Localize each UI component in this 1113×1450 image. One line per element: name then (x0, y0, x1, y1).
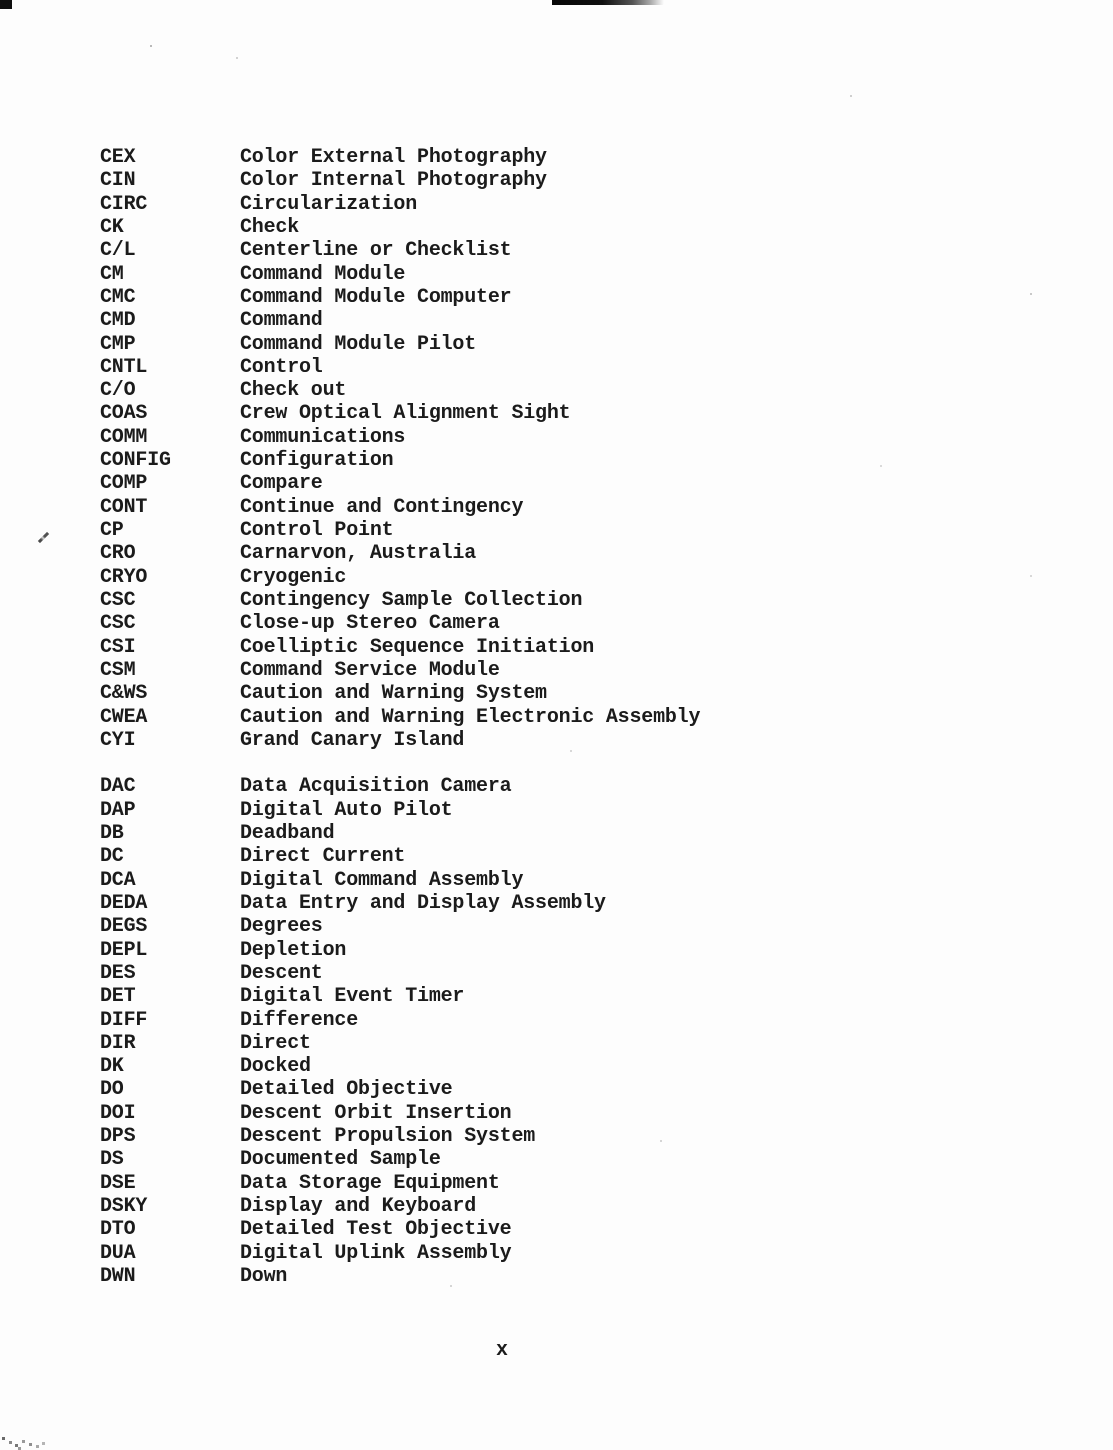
definition: Caution and Warning Electronic Assembly (240, 705, 701, 729)
glossary-row (100, 939, 700, 962)
glossary-row (100, 1265, 700, 1288)
scan-bottom-noise (2, 1437, 5, 1440)
definition: Carnarvon, Australia (240, 542, 477, 566)
definition: Continue and Contingency (240, 495, 524, 519)
abbreviation: DIFF (100, 1008, 148, 1032)
abbreviation: C/O (100, 379, 136, 403)
abbreviation: DCA (100, 868, 136, 892)
glossary-section-D (100, 775, 700, 1288)
definition: Cryogenic (240, 565, 347, 589)
glossary-row (100, 402, 700, 425)
glossary-row (100, 682, 700, 705)
glossary-row (100, 496, 700, 519)
definition: Check (240, 215, 300, 239)
glossary-row (100, 239, 700, 262)
definition: Direct (240, 1031, 311, 1055)
page-number: x (495, 1339, 508, 1362)
glossary-row (100, 449, 700, 472)
glossary-row (100, 1009, 700, 1032)
abbreviation: DEGS (100, 915, 148, 939)
abbreviation: COMP (100, 472, 148, 496)
abbreviation: DPS (100, 1125, 136, 1149)
glossary-row (100, 146, 700, 169)
glossary-row (100, 519, 700, 542)
glossary-row (100, 193, 700, 216)
definition: Command Module Computer (240, 285, 512, 309)
glossary-row (100, 566, 700, 589)
definition: Coelliptic Sequence Initiation (240, 635, 595, 659)
definition: Depletion (240, 938, 347, 962)
abbreviation: CIRC (100, 192, 148, 216)
glossary-row (100, 985, 700, 1008)
abbreviation: CRO (100, 542, 136, 566)
abbreviation: DTO (100, 1218, 136, 1242)
definition: Compare (240, 472, 323, 496)
definition: Data Acquisition Camera (240, 775, 512, 799)
abbreviation: CEX (100, 146, 136, 169)
abbreviation: CYI (100, 728, 136, 752)
glossary-row (100, 216, 700, 239)
abbreviation: DES (100, 961, 136, 985)
glossary-row (100, 799, 700, 822)
abbreviation: CMD (100, 309, 136, 333)
definition: Caution and Warning System (240, 682, 547, 706)
abbreviation: COAS (100, 402, 148, 426)
definition: Crew Optical Alignment Sight (240, 402, 571, 426)
glossary-row (100, 869, 700, 892)
glossary-row (100, 263, 700, 286)
definition: Color External Photography (240, 146, 547, 169)
abbreviation: C/L (100, 239, 136, 263)
glossary-row (100, 915, 700, 938)
glossary-row (100, 1078, 700, 1101)
abbreviation: DO (100, 1078, 124, 1102)
abbreviation: CMP (100, 332, 136, 356)
abbreviation: DAC (100, 775, 136, 799)
abbreviation: DIR (100, 1031, 136, 1055)
glossary-row (100, 379, 700, 402)
glossary-section-C (100, 146, 700, 752)
abbreviation: DSE (100, 1171, 136, 1195)
glossary-row (100, 356, 700, 379)
glossary-row (100, 729, 700, 752)
glossary-row (100, 822, 700, 845)
abbreviation: CSM (100, 658, 136, 682)
abbreviation: CONT (100, 495, 148, 519)
glossary-row (100, 962, 700, 985)
definition: Command Module Pilot (240, 332, 477, 356)
definition: Documented Sample (240, 1148, 441, 1172)
abbreviation: CIN (100, 169, 136, 193)
glossary-row (100, 1032, 700, 1055)
glossary-row (100, 1102, 700, 1125)
definition: Check out (240, 379, 347, 403)
definition: Contingency Sample Collection (240, 588, 583, 612)
abbreviation: CM (100, 262, 124, 286)
glossary-row (100, 286, 700, 309)
definition: Display and Keyboard (240, 1195, 477, 1219)
glossary-row (100, 1242, 700, 1265)
abbreviation: DAP (100, 798, 136, 822)
scan-corner-artifact (0, 0, 12, 9)
glossary-row (100, 775, 700, 798)
definition: Data Storage Equipment (240, 1171, 500, 1195)
glossary-row (100, 472, 700, 495)
definition: Descent Orbit Insertion (240, 1101, 512, 1125)
glossary-row (100, 706, 700, 729)
definition: Direct Current (240, 845, 406, 869)
abbreviation: COMM (100, 425, 148, 449)
glossary-row (100, 612, 700, 635)
abbreviation: CNTL (100, 355, 148, 379)
definition: Grand Canary Island (240, 728, 465, 752)
glossary-row (100, 892, 700, 915)
abbreviation: DOI (100, 1101, 136, 1125)
definition: Digital Auto Pilot (240, 798, 453, 822)
definition: Digital Event Timer (240, 985, 465, 1009)
abbreviation: DB (100, 822, 124, 846)
glossary-row (100, 1125, 700, 1148)
glossary-row (100, 542, 700, 565)
definition: Down (240, 1264, 288, 1288)
abbreviation-list (100, 146, 700, 1288)
glossary-row (100, 426, 700, 449)
glossary-row (100, 1218, 700, 1241)
abbreviation: CSC (100, 588, 136, 612)
abbreviation: C&WS (100, 682, 148, 706)
definition: Degrees (240, 915, 323, 939)
abbreviation: CP (100, 519, 124, 542)
definition: Difference (240, 1008, 359, 1032)
abbreviation: DWN (100, 1264, 136, 1288)
definition: Detailed Objective (240, 1078, 453, 1102)
glossary-row (100, 1172, 700, 1195)
scan-top-streak-artifact (552, 0, 664, 5)
definition: Command Module (240, 262, 406, 286)
glossary-row (100, 169, 700, 192)
scan-margin-mark (38, 532, 49, 543)
definition: Control (240, 355, 323, 379)
abbreviation: DET (100, 985, 136, 1009)
glossary-row (100, 589, 700, 612)
glossary-row (100, 659, 700, 682)
glossary-row (100, 1055, 700, 1078)
definition: Communications (240, 425, 406, 449)
abbreviation: CSC (100, 612, 136, 636)
abbreviation: DS (100, 1148, 124, 1172)
definition: Configuration (240, 449, 394, 473)
scan-noise (150, 45, 152, 47)
definition: Centerline or Checklist (240, 239, 512, 263)
abbreviation: CSI (100, 635, 136, 659)
abbreviation: DSKY (100, 1195, 148, 1219)
abbreviation: CWEA (100, 705, 148, 729)
definition: Digital Command Assembly (240, 868, 524, 892)
glossary-row (100, 845, 700, 868)
glossary-row (100, 636, 700, 659)
glossary-row (100, 333, 700, 356)
definition: Control Point (240, 519, 394, 542)
abbreviation: CK (100, 215, 124, 239)
definition: Deadband (240, 822, 335, 846)
definition: Color Internal Photography (240, 169, 547, 193)
glossary-row (100, 1195, 700, 1218)
abbreviation: DK (100, 1055, 124, 1079)
abbreviation: DEPL (100, 938, 148, 962)
abbreviation: CONFIG (100, 449, 171, 473)
definition: Command (240, 309, 323, 333)
definition: Docked (240, 1055, 311, 1079)
definition: Digital Uplink Assembly (240, 1241, 512, 1265)
abbreviation: DUA (100, 1241, 136, 1265)
abbreviation: DEDA (100, 891, 148, 915)
definition: Command Service Module (240, 658, 500, 682)
definition: Circularization (240, 192, 418, 216)
definition: Descent (240, 961, 323, 985)
abbreviation: CRYO (100, 565, 148, 589)
abbreviation: CMC (100, 285, 136, 309)
glossary-row (100, 1148, 700, 1171)
definition: Close-up Stereo Camera (240, 612, 500, 636)
abbreviation: DC (100, 845, 124, 869)
glossary-row (100, 309, 700, 332)
definition: Descent Propulsion System (240, 1125, 536, 1149)
definition: Detailed Test Objective (240, 1218, 512, 1242)
definition: Data Entry and Display Assembly (240, 891, 606, 915)
